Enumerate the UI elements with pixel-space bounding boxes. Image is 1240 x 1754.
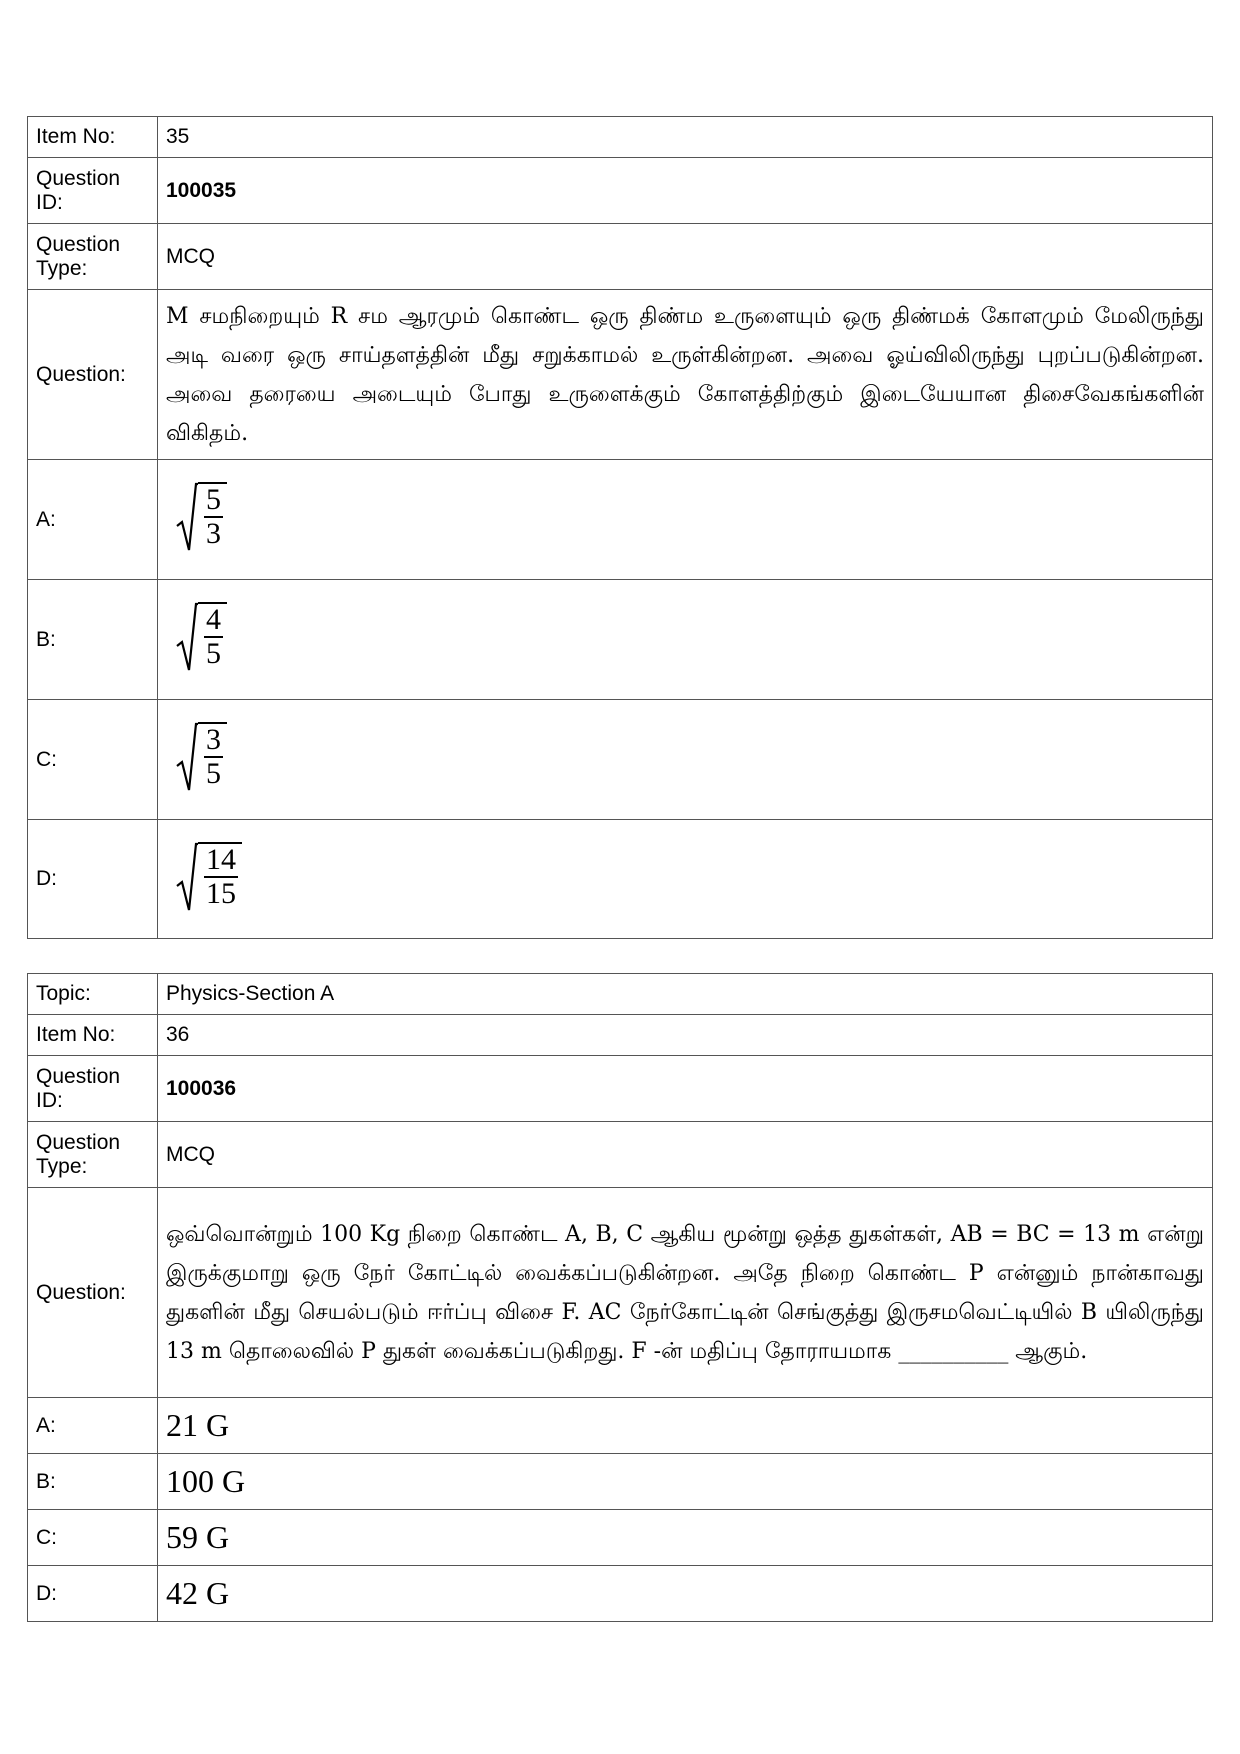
item-no-value: 35 [158,117,1213,158]
radical-sign-icon [176,602,198,672]
fraction-numerator: 14 [206,842,236,876]
fraction-denominator: 3 [206,517,221,550]
question-text: M சமநிறையும் R சம ஆரமும் கொண்ட ஒரு திண்ம உருளையும் ஒரு திண்மக் கோளமும் மேலிருந்து அடி வரை ஒரு சாய்தளத்தின் மீது சறுக்காமல் உருள்கின்றன. அவை ஓய்விலிருந்து புறப்படுகின்றன. அவை தரையை அடையும் போது உருளைக்கும் கோளத்திற்கும் இடையேயான திசைவேகங்களின் விகிதம். [158,290,1213,460]
option-b-label: B: [28,580,158,700]
radical-sign-icon [176,722,198,792]
question-36-table [27,973,1213,1622]
topic-value: Physics-Section A [158,974,1213,1015]
option-b-value [158,580,1213,700]
square-root-expression [176,722,227,792]
question-label: Question: [28,290,158,460]
option-b-value: 100 G [158,1454,1213,1510]
question-type-value: MCQ [158,224,1213,290]
item-no-label: Item No: [28,1015,158,1056]
option-d-value: 42 G [158,1566,1213,1622]
topic-label: Topic: [28,974,158,1015]
fraction-denominator: 5 [206,637,221,670]
square-root-expression [176,482,227,552]
radical-sign-icon [176,842,198,912]
question-type-value: MCQ [158,1122,1213,1188]
question-label: Question: [28,1188,158,1398]
question-type-label: Question Type: [28,224,158,290]
option-b-label: B: [28,1454,158,1510]
fraction-numerator: 5 [206,483,221,516]
question-35-table [27,116,1213,939]
option-d-label: D: [28,1566,158,1622]
option-c-label: C: [28,1510,158,1566]
fraction [198,602,227,672]
fraction-numerator: 3 [206,723,221,756]
fraction [198,482,227,552]
option-a-label: A: [28,460,158,580]
fraction-denominator: 5 [206,757,221,790]
option-a-value: 21 G [158,1398,1213,1454]
option-d-value [158,820,1213,939]
question-id-label: Question ID: [28,1056,158,1122]
square-root-expression [176,602,227,672]
option-c-label: C: [28,700,158,820]
item-no-label: Item No: [28,117,158,158]
fraction-numerator: 4 [206,603,221,636]
option-d-label: D: [28,820,158,939]
fraction [198,722,227,792]
fraction-denominator: 15 [206,876,236,910]
question-id-value: 100035 [158,158,1213,224]
option-a-value [158,460,1213,580]
item-no-value: 36 [158,1015,1213,1056]
question-id-value: 100036 [158,1056,1213,1122]
question-text: ஒவ்வொன்றும் 100 Kg நிறை கொண்ட A, B, C ஆகிய மூன்று ஒத்த துகள்கள், AB = BC = 13 m என்று இருக்குமாறு ஒரு நேர் கோட்டில் வைக்கப்படுகின்றன. அதே நிறை கொண்ட P என்னும் நான்காவது துகளின் மீது செயல்படும் ஈர்ப்பு விசை F. AC நேர்கோட்டின் செங்குத்து இருசமவெட்டியில் B யிலிருந்து 13 m தொலைவில் P துகள் வைக்கப்படுகிறது. F -ன் மதிப்பு தோராயமாக __________ ஆகும். [158,1188,1213,1398]
question-type-label: Question Type: [28,1122,158,1188]
fraction [198,842,242,912]
square-root-expression [176,842,242,912]
option-c-value [158,700,1213,820]
question-id-label: Question ID: [28,158,158,224]
radical-sign-icon [176,482,198,552]
option-a-label: A: [28,1398,158,1454]
option-c-value: 59 G [158,1510,1213,1566]
